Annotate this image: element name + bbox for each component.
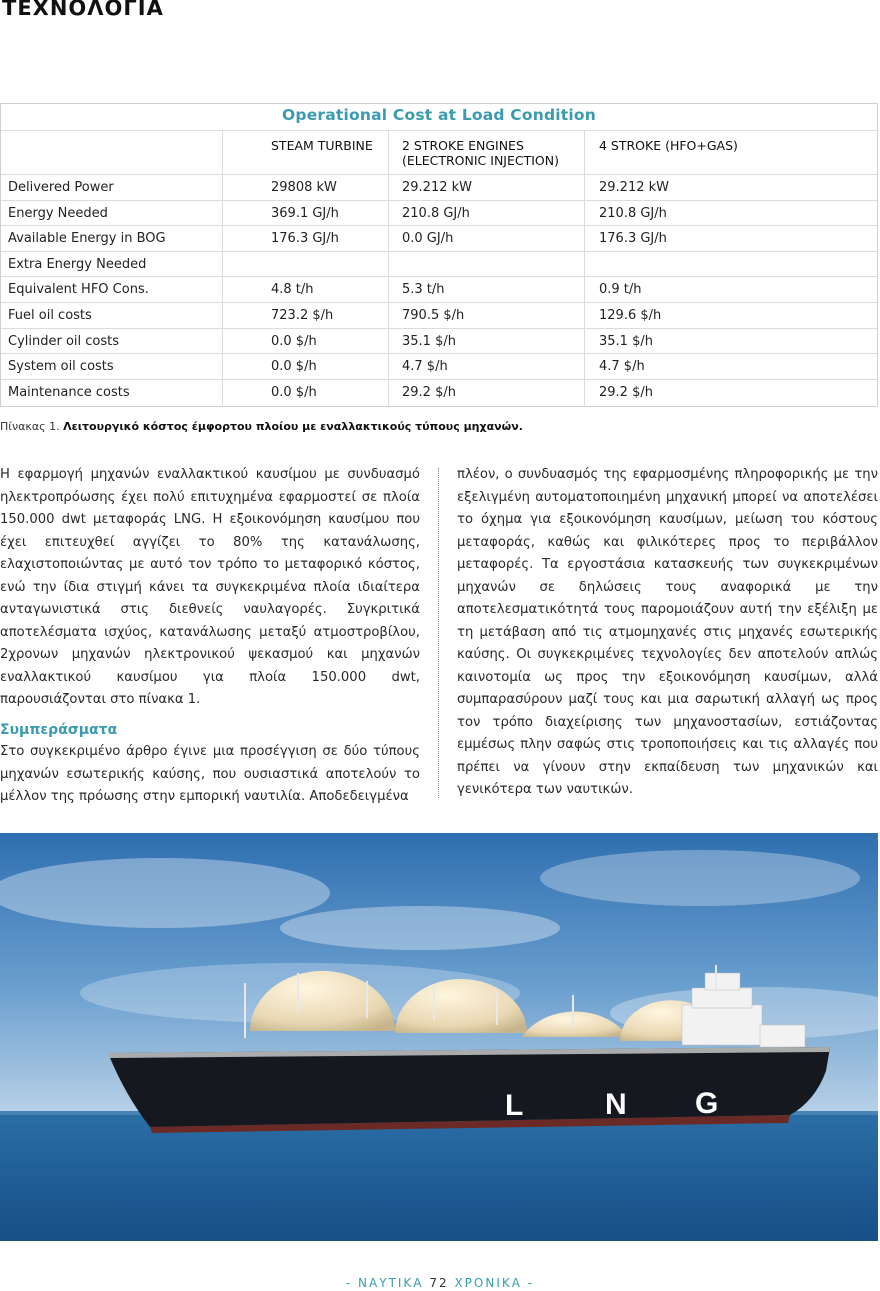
column-divider bbox=[438, 468, 439, 798]
ship-hull bbox=[108, 1047, 830, 1127]
table-cell: 129.6 $/h bbox=[599, 308, 662, 323]
table-cell: 210.8 GJ/h bbox=[599, 205, 667, 221]
table-row bbox=[1, 379, 877, 405]
row-label: Extra Energy Needed bbox=[8, 256, 147, 272]
row-label: Maintenance costs bbox=[8, 384, 130, 400]
table-cell: 723.2 $/h bbox=[271, 308, 334, 323]
hull-letter: G bbox=[695, 1087, 719, 1120]
table-cell: 5.3 t/h bbox=[402, 282, 445, 298]
table-cell: 4.8 t/h bbox=[271, 282, 314, 298]
lng-ship-illustration bbox=[0, 833, 878, 1241]
row-label: Energy Needed bbox=[8, 205, 108, 221]
table-cell: 29.2 $/h bbox=[599, 384, 653, 400]
row-label: Cylinder oil costs bbox=[8, 333, 120, 349]
table-cell: 29.2 $/h bbox=[402, 384, 456, 400]
table-cell: 176.3 GJ/h bbox=[599, 231, 667, 247]
text-column-left bbox=[0, 464, 420, 809]
table-cell: 0.0 $/h bbox=[271, 333, 317, 349]
table-cell: 0.0 $/h bbox=[271, 359, 317, 375]
table-row bbox=[1, 328, 877, 354]
table-row bbox=[1, 353, 877, 379]
body-paragraph: Στο συγκεκριμένο άρθρο έγινε μια προσέγγιση σε δύο τύπους μηχανών εσωτερικής καύσης, που ουσιαστικά αποτελούν το μέλλον της πρόωσης στην εμπορική ναυτιλία. Αποδεδειγμένα bbox=[0, 744, 420, 804]
table-cell: 790.5 $/h bbox=[402, 308, 465, 323]
operational-cost-table bbox=[0, 103, 878, 407]
table-row bbox=[1, 225, 877, 251]
row-label: Delivered Power bbox=[8, 180, 114, 195]
column-header-2-stroke: 2 STROKE ENGINES (ELECTRONIC INJECTION) bbox=[402, 138, 560, 168]
text-column-right bbox=[457, 464, 878, 802]
column-header-steam-turbine: STEAM TURBINE bbox=[271, 138, 373, 153]
table-cell: 29808 kW bbox=[271, 180, 337, 195]
section-heading: Συμπεράσματα bbox=[0, 721, 118, 738]
page-number: 72 bbox=[429, 1276, 449, 1290]
table-row bbox=[1, 276, 877, 302]
table-cell: 35.1 $/h bbox=[599, 333, 653, 349]
table-header-row bbox=[1, 130, 877, 175]
row-label: System oil costs bbox=[8, 359, 114, 375]
table-cell: 4.7 $/h bbox=[402, 359, 448, 375]
table-cell: 4.7 $/h bbox=[599, 359, 645, 375]
table-row bbox=[1, 174, 877, 200]
table-row bbox=[1, 302, 877, 328]
row-label: Available Energy in BOG bbox=[8, 231, 166, 247]
table-cell: 0.0 GJ/h bbox=[402, 231, 454, 247]
table-cell: 0.0 $/h bbox=[271, 384, 317, 400]
table-cell: 29.212 kW bbox=[402, 180, 473, 195]
row-label: Equivalent HFO Cons. bbox=[8, 282, 149, 298]
table-cell: 0.9 t/h bbox=[599, 282, 642, 298]
table-row bbox=[1, 251, 877, 277]
section-title: ΤΕΧΝΟΛΟΓΙΑ bbox=[2, 0, 164, 20]
hull-letter: L bbox=[505, 1089, 524, 1122]
table-row bbox=[1, 200, 877, 226]
table-cell: 369.1 GJ/h bbox=[271, 205, 339, 221]
table-title: Operational Cost at Load Condition bbox=[282, 106, 596, 124]
column-header-4-stroke: 4 STROKE (HFO+GAS) bbox=[599, 138, 738, 153]
table-cell: 176.3 GJ/h bbox=[271, 231, 339, 247]
lng-carrier-photo bbox=[0, 833, 878, 1241]
table-cell: 35.1 $/h bbox=[402, 333, 456, 349]
body-paragraph: πλέον, ο συνδυασμός της εφαρμοσμένης πληροφορικής με την εξελιγμένη αυτοματοποιημένη μηχανική μπορεί να αποτελέσει το όχημα για εξοικονόμηση καυσίμων, μείωση του κόστους μεταφοράς, καθώς και φιλικότερες προς το περιβάλλον μεταφορές. Τα εργοστάσια κατασκευής των συγκεκριμένων μηχανών σε δηλώσεις τους αναφορικά με την αποτελεσματικότητά τους παρομοιάζουν αυτή την εξέλιξη με τη μετάβαση από τις ατμομηχανές στις μηχανές εσωτερικής καύσης. Οι συγκεκριμένες τεχνολογίες δεν αποτελούν απλώς καινοτομία ως προς την εξοικονόμηση καυσίμων, αλλά συμπαρασύρουν μαζί τους και μια σαρωτική αλλαγή ως προς τον τρόπο διαχείρισης των μηχανοστασίων, εστιάζοντας εμμέσως πλην σαφώς στις τροποποιήσεις και τις αλλαγές που πρέπει να γίνουν στην εκπαίδευση των μηχανικών και γενικότερα των ναυτικών. bbox=[457, 467, 878, 797]
body-paragraph: Η εφαρμογή μηχανών εναλλακτικού καυσίμου με συνδυασμό ηλεκτροπρόωσης έχει πολύ επιτυχημένα εφαρμοστεί σε πλοία 150.000 dwt μεταφοράς LNG. Η εξοικονόμηση καυσίμου που έχει επιτευχθεί αγγίζει το 80% της κατανάλωσης, ελαχιστοποιώντας με αυτό τον τρόπο το μεταφορικό κόστος, ενώ την ίδια στιγμή κάνει τα συγκεκριμένα πλοία ιδιαίτερα ανταγωνιστικά στις διεθνείς ναυλαγορές. Συγκριτικά αποτελέσματα ισχύος, κατανάλωσης μεταξύ ατμοστροβίλου, 2χρονων μηχανών ηλεκτρονικού ψεκασμού και μηχανών εναλλακτικού καυσίμου για πλοία 150.000 dwt, παρουσιάζονται στο πίνακα 1. bbox=[0, 467, 420, 707]
table-cell: 29.212 kW bbox=[599, 180, 670, 195]
table-caption: Πίνακας 1. Λειτουργικό κόστος έμφορτου πλοίου με εναλλακτικούς τύπους μηχανών. bbox=[0, 420, 523, 433]
hull-letter: N bbox=[605, 1088, 627, 1121]
table-cell: 210.8 GJ/h bbox=[402, 205, 470, 221]
row-label: Fuel oil costs bbox=[8, 308, 92, 323]
page-footer: - ΝΑΥΤΙΚΑ 72 ΧΡΟΝΙΚΑ - bbox=[345, 1276, 535, 1290]
